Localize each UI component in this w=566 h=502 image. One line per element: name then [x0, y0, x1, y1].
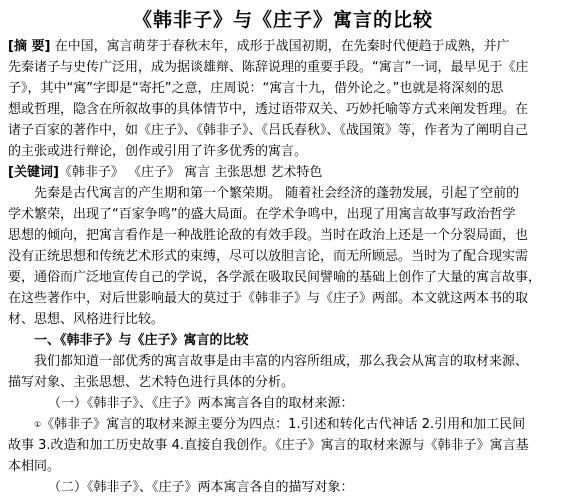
- keywords-label: [关键词]: [8, 165, 59, 180]
- abstract-label: [摘 要]: [8, 39, 51, 54]
- subsection-1: [8, 393, 566, 477]
- article-title: 《韩非子》与《庄子》寓言的比较: [132, 9, 433, 31]
- abstract-line: 子》，其中“寓”字即是“寄托”之意，庄周说：“寓言十九，借外论之。”也就是将深刻的思: [8, 81, 504, 96]
- subsection-line: 故事 3.改造和加工历史故事 4.直接自我创作。《庄子》寓言的取材来源与《韩非子》寓言基: [8, 438, 529, 453]
- intro-line: 学术繁荣，出现了“百家争鸣”的盛大局面。在学术争鸣中，出现了用寓言故事写政治哲学: [8, 207, 516, 222]
- abstract-text: 在中国，寓言萌芽于春秋末年，成形于战国初期，在先秦时代便趋于成熟，并广: [54, 39, 510, 54]
- introduction: [8, 183, 566, 330]
- intro-line: 思想的倾向，把寓言看作是一种战胜论敌的有效手段。当时在政治上还是一个分裂局面，也: [8, 228, 529, 243]
- intro-line: 没有正统思想和传统艺术形式的束缚，尽可以放胆言论，而无所顾忌。当时为了配合现实需: [8, 249, 529, 264]
- abstract-line: 先秦诸子与史传广泛用，成为据谈雄辩、陈辞说理的重要手段。“寓言”一词，最早见于《庄: [8, 60, 529, 75]
- subsection-2: [8, 477, 566, 498]
- abstract-line: 诸子百家的著作中，如《庄子》、《韩非子》、《吕氏春秋》、《战国策》等，作者为了阐明自己: [8, 123, 529, 138]
- section-line: 我们都知道一部优秀的寓言故事是由丰富的内容所组成，那么我会从寓言的取材来源、: [34, 354, 529, 369]
- keywords-line: [8, 162, 566, 183]
- subsection-text: 《韩非子》寓言的取材来源主要分为四点：1.引述和转化古代神话 2.引用和加工民间: [41, 417, 526, 432]
- subsection-line: [8, 414, 566, 435]
- intro-line: 在这些著作中，对后世影响最大的莫过于《韩非子》与《庄子》两部。本文就这两本书的取: [8, 291, 529, 306]
- subsection-heading: （一）《韩非子》、《庄子》两本寓言各自的取材来源：: [48, 396, 354, 411]
- intro-line: 先秦是古代寓言的产生期和第一个繁荣期。 随着社会经济的蓬勃发展，引起了空前的: [34, 186, 520, 201]
- subsection-line: 本相同。: [8, 459, 61, 474]
- footnote-marker: ①: [34, 420, 42, 429]
- abstract-line: 的主张或进行辩论，创作或引用了许多优秀的寓言。: [8, 144, 308, 159]
- section-line: 描写对象、主张思想、艺术特色进行具体的分析。: [8, 375, 295, 390]
- abstract-line: 想或哲理，隐含在所叙故事的具体情节中，透过语带双关、巧妙托喻等方式来阐发哲理。在: [8, 102, 529, 117]
- keywords-text: 《韩非子》 《庄子》 寓言 主张思想 艺术特色: [58, 165, 323, 180]
- section-heading: 一、《韩非子》与《庄子》寓言的比较: [34, 333, 249, 348]
- keywords: [8, 162, 566, 183]
- abstract: [8, 36, 566, 162]
- abstract-line: [8, 36, 566, 57]
- section-1: [8, 330, 566, 393]
- intro-line: 要，通俗而广泛地宣传自己的学说，各学派在吸取民间譬喻的基础上创作了大量的寓言故事，: [8, 270, 542, 285]
- subsection-heading: （二）《韩非子》、《庄子》两本寓言各自的描写对象：: [48, 480, 354, 495]
- intro-line: 材、思想、风格进行比较。: [8, 312, 165, 327]
